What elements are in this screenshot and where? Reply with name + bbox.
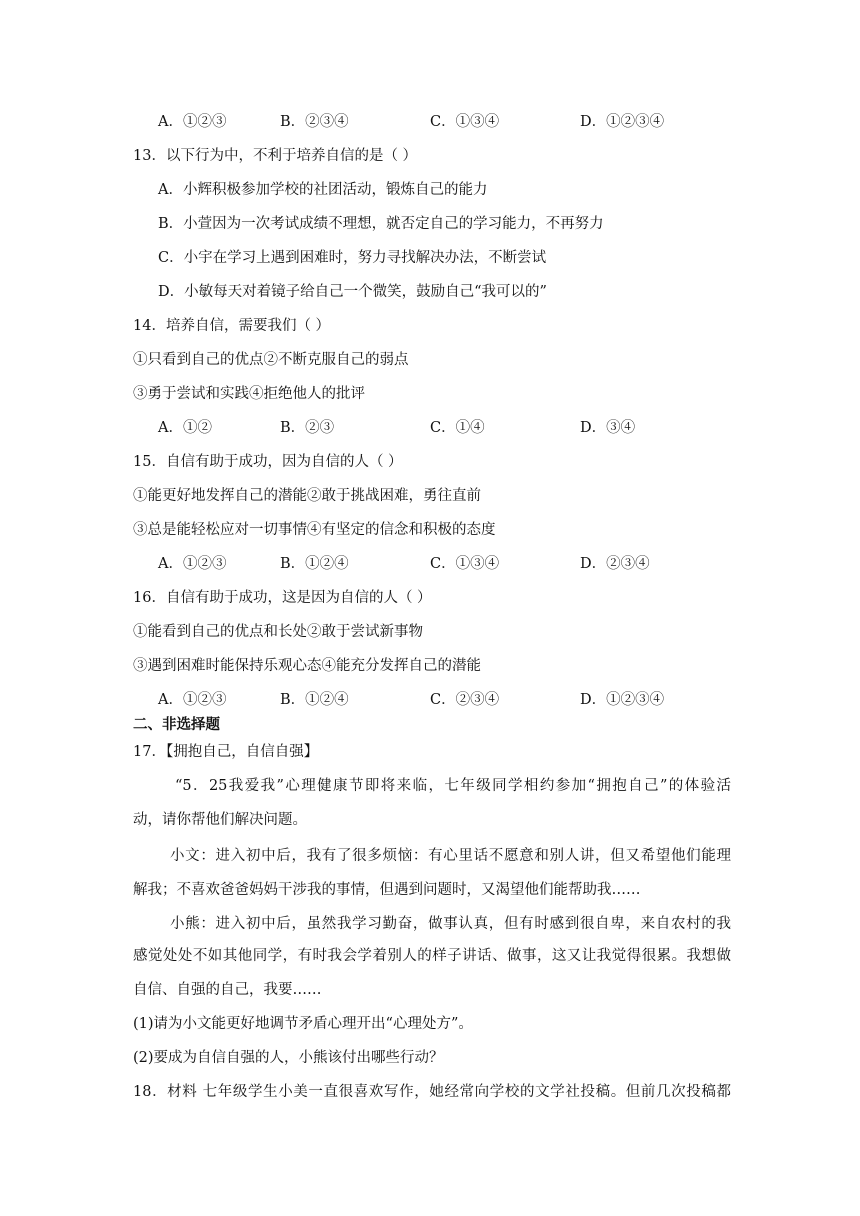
q14-stem: 14．培养自信，需要我们（ ） — [133, 318, 331, 334]
q14-option-d: D．③④ — [580, 420, 636, 436]
q17-para3-line3: 自信、自强的自己，我要…… — [133, 982, 322, 998]
q17-para3-line2: 感觉处处不如其他同学，有时我会学着别人的样子讲话、做事，这又让我觉得很累。我想做 — [133, 948, 731, 964]
q16-option-b: B．①②④ — [280, 692, 349, 708]
q17-para1-line2: 动，请你帮他们解决问题。 — [133, 812, 307, 828]
q17-sub2: (2)要成为自信自强的人，小熊该付出哪些行动？ — [133, 1050, 444, 1066]
section-heading: 二、非选择题 — [133, 716, 220, 733]
q17-para2-line2: 解我；不喜欢爸爸妈妈干涉我的事情，但遇到问题时，又渴望他们能帮助我…… — [133, 882, 641, 898]
q13-stem: 13．以下行为中，不利于培养自信的是（ ） — [133, 148, 418, 164]
q17-para3-line1: 小熊：进入初中后，虽然我学习勤奋，做事认真，但有时感到很自卑，来自农村的我 — [170, 916, 731, 932]
q16-option-d: D．①②③④ — [580, 692, 665, 708]
q14-option-a: A．①② — [158, 420, 212, 436]
q15-item-line-2: ③总是能轻松应对一切事情④有坚定的信念和积极的态度 — [133, 522, 496, 538]
q15-option-b: B．①②④ — [280, 556, 349, 572]
q15-option-a: A．①②③ — [158, 556, 227, 572]
q16-item-line-2: ③遇到困难时能保持乐观心态④能充分发挥自己的潜能 — [133, 658, 481, 674]
q13-option-b: B．小萱因为一次考试成绩不理想，就否定自己的学习能力，不再努力 — [158, 216, 604, 232]
q17-stem: 17．【拥抱自己，自信自强】 — [133, 744, 319, 760]
q13-option-c: C．小宇在学习上遇到困难时，努力寻找解决办法，不断尝试 — [158, 250, 547, 266]
q17-sub1: (1)请为小文能更好地调节矛盾心理开出“心理处方”。 — [133, 1016, 473, 1032]
q12-option-c: C．①③④ — [430, 114, 500, 130]
q17-para1-line1: “5．25我爱我”心理健康节即将来临，七年级同学相约参加“拥抱自己”的体验活 — [175, 778, 731, 794]
q18-line1: 18．材料 七年级学生小美一直很喜欢写作，她经常向学校的文学社投稿。但前几次投稿都 — [133, 1084, 731, 1100]
q12-option-b: B．②③④ — [280, 114, 349, 130]
q12-option-d: D．①②③④ — [580, 114, 665, 130]
q16-option-c: C．②③④ — [430, 692, 500, 708]
q12-option-a: A．①②③ — [158, 114, 227, 130]
q15-item-line-1: ①能更好地发挥自己的潜能②敢于挑战困难，勇往直前 — [133, 488, 481, 504]
q14-item-line-2: ③勇于尝试和实践④拒绝他人的批评 — [133, 386, 365, 402]
q16-item-line-1: ①能看到自己的优点和长处②敢于尝试新事物 — [133, 624, 423, 640]
q13-option-a: A．小辉积极参加学校的社团活动，锻炼自己的能力 — [158, 182, 488, 198]
q14-option-b: B．②③ — [280, 420, 335, 436]
q15-option-d: D．②③④ — [580, 556, 650, 572]
q14-option-c: C．①④ — [430, 420, 485, 436]
q14-item-line-1: ①只看到自己的优点②不断克服自己的弱点 — [133, 352, 409, 368]
q16-stem: 16．自信有助于成功，这是因为自信的人（ ） — [133, 590, 432, 606]
q13-option-d: D．小敏每天对着镜子给自己一个微笑，鼓励自己“我可以的” — [158, 284, 547, 300]
q15-option-c: C．①③④ — [430, 556, 500, 572]
q16-option-a: A．①②③ — [158, 692, 227, 708]
q17-para2-line1: 小文：进入初中后，我有了很多烦恼：有心里话不愿意和别人讲，但又希望他们能理 — [170, 848, 731, 864]
q15-stem: 15．自信有助于成功，因为自信的人（ ） — [133, 454, 403, 470]
